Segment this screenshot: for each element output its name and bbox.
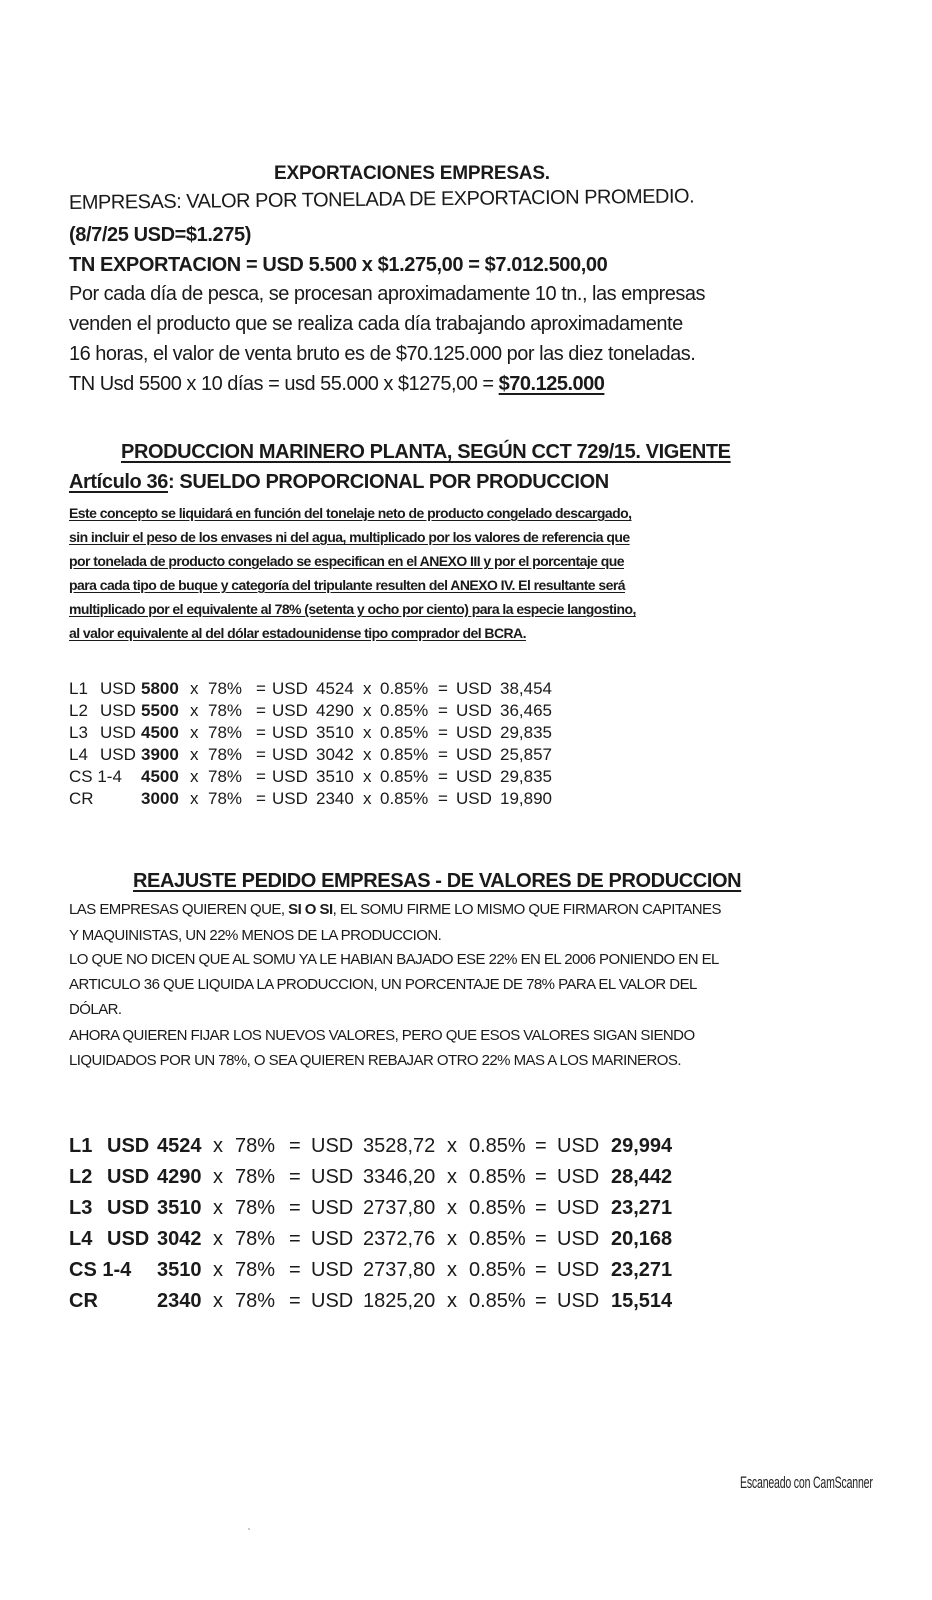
cell-eq1: = [256, 789, 266, 808]
cell-rate: 0.85% [380, 723, 429, 742]
para1-text-b: , EL SOMU FIRME LO MISMO QUE FIRMARON CAPITANES [332, 901, 721, 918]
cell-pct: 78% [208, 701, 243, 720]
cell-cur [100, 789, 141, 809]
cell-base: 3900 [141, 745, 179, 764]
cell-mid: 3510 [316, 723, 354, 742]
cell-x1: x [213, 1228, 223, 1250]
cell-eq1: = [256, 745, 266, 764]
cell-result: 28,442 [611, 1166, 673, 1188]
cell-result: 29,994 [611, 1135, 673, 1157]
cell-cat: L1 [69, 1135, 93, 1157]
cell-eq1: = [289, 1197, 301, 1219]
cell-x1: x [190, 723, 199, 742]
cell-pct: 78% [208, 745, 243, 764]
cell-cur3: USD [557, 1228, 600, 1250]
cell-eq2: = [535, 1166, 547, 1188]
cell-base: 5500 [141, 701, 179, 720]
table-row [69, 1228, 681, 1251]
cell-eq2: = [535, 1197, 547, 1219]
cell-x2: x [447, 1259, 457, 1281]
cell-x2: x [447, 1166, 457, 1188]
section1-para-line: venden el producto que se realiza cada día trabajando aproximadamente [69, 313, 683, 335]
cell-eq1: = [289, 1259, 301, 1281]
cell-cat: L2 [69, 1166, 93, 1188]
cell-cur: USD [107, 1135, 150, 1157]
cell-rate: 0.85% [380, 745, 429, 764]
section3-para2-line: LO QUE NO DICEN QUE AL SOMU YA LE HABIAN BAJADO ESE 22% EN EL 2006 PONIENDO EN EL [69, 951, 719, 968]
cell-rate: 0.85% [380, 679, 429, 698]
section3-para3-line: LIQUIDADOS POR UN 78%, O SEA QUIEREN REBAJAR OTRO 22% MAS A LOS MARINEROS. [69, 1052, 681, 1069]
cell-x2: x [447, 1290, 457, 1312]
cell-result: 23,271 [611, 1197, 673, 1219]
section3-para3-line: AHORA QUIEREN FIJAR LOS NUEVOS VALORES, PERO QUE ESOS VALORES SIGAN SIENDO [69, 1027, 695, 1044]
table-row [69, 679, 560, 699]
cell-cur: USD [100, 723, 136, 742]
cell-result: 38,454 [500, 679, 552, 698]
cell-x1: x [213, 1166, 223, 1188]
table-row [69, 701, 560, 721]
cell-eq2: = [438, 745, 448, 764]
cell-eq1: = [289, 1166, 301, 1188]
section1-export-calc: TN EXPORTACION = USD 5.500 x $1.275,00 = $7.012.500,00 [69, 254, 608, 276]
cell-mid: 3042 [316, 745, 354, 764]
table-row [69, 1166, 681, 1189]
cell-cur3: USD [557, 1166, 600, 1188]
cell-x1: x [190, 789, 199, 808]
cell-eq2: = [535, 1290, 547, 1312]
table-row [69, 745, 560, 765]
cell-cat: L3 [69, 1197, 93, 1219]
cell-eq1: = [289, 1228, 301, 1250]
cell-cur2: USD [311, 1197, 354, 1219]
cell-cur2: USD [311, 1228, 354, 1250]
cell-pct: 78% [235, 1166, 276, 1188]
cell-pct: 78% [208, 723, 243, 742]
cell-eq2: = [535, 1228, 547, 1250]
cell-cur [107, 1290, 157, 1313]
cell-mid: 2372,76 [363, 1228, 436, 1250]
cell-base: 4290 [157, 1166, 202, 1188]
table-row [69, 767, 560, 787]
cell-cat: L2 [69, 701, 88, 720]
cell-result: 20,168 [611, 1228, 673, 1250]
cell-cat: L3 [69, 723, 88, 742]
section1-title: EXPORTACIONES EMPRESAS. [274, 163, 550, 184]
cell-x2: x [363, 701, 372, 720]
cell-eq2: = [438, 789, 448, 808]
table-row [69, 1290, 681, 1313]
cell-pct: 78% [235, 1197, 276, 1219]
cell-result: 29,835 [500, 767, 552, 786]
cell-x2: x [447, 1135, 457, 1157]
cell-pct: 78% [208, 789, 243, 808]
cell-cat: CR [69, 789, 94, 808]
cell-eq1: = [256, 723, 266, 742]
cell-cur2: USD [311, 1135, 354, 1157]
cell-eq1: = [289, 1290, 301, 1312]
section3-title: REAJUSTE PEDIDO EMPRESAS - DE VALORES DE PRODUCCION [133, 870, 742, 892]
cell-x1: x [190, 679, 199, 698]
cell-cur: USD [107, 1197, 150, 1219]
cell-cur3: USD [456, 767, 492, 786]
cell-cur3: USD [456, 679, 492, 698]
section3-para2-line: DÓLAR. [69, 1001, 122, 1018]
section1-line1: EMPRESAS: VALOR POR TONELADA DE EXPORTACION PROMEDIO. [68, 185, 695, 214]
section2-article-heading [69, 471, 609, 494]
cell-cur: USD [100, 679, 136, 698]
section2-title: PRODUCCION MARINERO PLANTA, SEGÚN CCT 729/15. VIGENTE [121, 441, 731, 463]
cell-cur: USD [100, 745, 136, 764]
cell-eq1: = [256, 701, 266, 720]
cell-cur2: USD [311, 1166, 354, 1188]
cell-cur3: USD [456, 723, 492, 742]
cell-rate: 0.85% [469, 1228, 526, 1250]
table-row [69, 789, 560, 809]
cell-cur: USD [107, 1166, 150, 1188]
cell-pct: 78% [235, 1259, 276, 1281]
legal-text-line: por tonelada de producto congelado se especifican en el ANEXO III y por el porcentaje que [69, 553, 624, 569]
cell-result: 15,514 [611, 1290, 673, 1312]
cell-eq2: = [438, 723, 448, 742]
cell-x2: x [363, 789, 372, 808]
cell-x2: x [363, 745, 372, 764]
cell-mid: 4290 [316, 701, 354, 720]
cell-cur [107, 1259, 157, 1282]
cell-mid: 3510 [316, 767, 354, 786]
camscanner-watermark: Escaneado con CamScanner [740, 1473, 873, 1492]
para1-text-a: LAS EMPRESAS QUIEREN QUE, [69, 901, 289, 918]
cell-base: 3000 [141, 789, 179, 808]
cell-base: 3510 [157, 1197, 202, 1219]
cell-cur3: USD [557, 1259, 600, 1281]
cell-mid: 2340 [316, 789, 354, 808]
cell-result: 19,890 [500, 789, 552, 808]
section1-calc-prefix: TN Usd 5500 x 10 días = usd 55.000 x $1275,00 = [69, 373, 499, 395]
section1-para-line: 16 horas, el valor de venta bruto es de $70.125.000 por las diez toneladas. [69, 343, 696, 365]
cell-rate: 0.85% [380, 789, 429, 808]
section3-para2-line: ARTICULO 36 QUE LIQUIDA LA PRODUCCION, UN PORCENTAJE DE 78% PARA EL VALOR DEL [69, 976, 697, 993]
cell-cat: L4 [69, 1228, 93, 1250]
cell-rate: 0.85% [469, 1259, 526, 1281]
section1-calc-total: $70.125.000 [498, 373, 605, 395]
cell-mid: 4524 [316, 679, 354, 698]
cell-x1: x [190, 701, 199, 720]
cell-cur [100, 767, 141, 787]
cell-cat: L4 [69, 745, 88, 764]
cell-mid: 3346,20 [363, 1166, 436, 1188]
cell-base: 3510 [157, 1259, 202, 1281]
cell-x2: x [447, 1197, 457, 1219]
cell-cur2: USD [272, 789, 308, 808]
cell-cur3: USD [557, 1197, 600, 1219]
cell-eq1: = [256, 679, 266, 698]
cell-x1: x [190, 745, 199, 764]
cell-pct: 78% [235, 1228, 276, 1250]
section1-para-line: Por cada día de pesca, se procesan aproximadamente 10 tn., las empresas [69, 283, 705, 305]
table-row [69, 1135, 681, 1158]
cell-cur2: USD [311, 1259, 354, 1281]
cell-x1: x [213, 1259, 223, 1281]
section3-para1-line2: Y MAQUINISTAS, UN 22% MENOS DE LA PRODUCCION. [69, 927, 442, 944]
cell-cat: L1 [69, 679, 88, 698]
scan-speck [248, 1528, 250, 1530]
cell-pct: 78% [235, 1135, 276, 1157]
cell-eq1: = [289, 1135, 301, 1157]
legal-text-line: al valor equivalente al del dólar estadounidense tipo comprador del BCRA. [69, 625, 526, 641]
cell-x1: x [213, 1135, 223, 1157]
cell-result: 29,835 [500, 723, 552, 742]
cell-eq2: = [438, 679, 448, 698]
cell-pct: 78% [208, 767, 243, 786]
cell-mid: 2737,80 [363, 1259, 436, 1281]
legal-text-line: multiplicado por el equivalente al 78% (setenta y ocho por ciento) para la especie langostino, [69, 601, 636, 617]
cell-x1: x [213, 1290, 223, 1312]
cell-cur3: USD [557, 1290, 600, 1312]
cell-rate: 0.85% [469, 1197, 526, 1219]
cell-base: 4500 [141, 723, 179, 742]
cell-eq1: = [256, 767, 266, 786]
cell-base: 2340 [157, 1290, 202, 1312]
cell-eq2: = [535, 1135, 547, 1157]
cell-cur2: USD [311, 1290, 354, 1312]
cell-x2: x [363, 723, 372, 742]
section1-exchange-rate: (8/7/25 USD=$1.275) [69, 224, 251, 246]
cell-result: 36,465 [500, 701, 552, 720]
cell-pct: 78% [235, 1290, 276, 1312]
cell-base: 4524 [157, 1135, 202, 1157]
cell-base: 5800 [141, 679, 179, 698]
section1-total-line [69, 373, 604, 396]
cell-cur2: USD [272, 701, 308, 720]
article-label: Artículo 36 [69, 471, 168, 493]
legal-text-line: sin incluir el peso de los envases ni del agua, multiplicado por los valores de referencia que [69, 529, 630, 545]
cell-mid: 2737,80 [363, 1197, 436, 1219]
article-title: : SUELDO PROPORCIONAL POR PRODUCCION [167, 471, 609, 493]
cell-cur3: USD [456, 745, 492, 764]
cell-result: 25,857 [500, 745, 552, 764]
cell-rate: 0.85% [380, 701, 429, 720]
cell-mid: 1825,20 [363, 1290, 436, 1312]
cell-rate: 0.85% [380, 767, 429, 786]
cell-x1: x [213, 1197, 223, 1219]
cell-cat: CS 1-4 [69, 1259, 132, 1281]
cell-eq2: = [438, 701, 448, 720]
cell-result: 23,271 [611, 1259, 673, 1281]
cell-cat: CR [69, 1290, 98, 1312]
cell-cur: USD [100, 701, 136, 720]
cell-eq2: = [535, 1259, 547, 1281]
cell-rate: 0.85% [469, 1166, 526, 1188]
cell-rate: 0.85% [469, 1135, 526, 1157]
cell-pct: 78% [208, 679, 243, 698]
cell-x2: x [363, 679, 372, 698]
legal-text-line: Este concepto se liquidará en función del tonelaje neto de producto congelado descargado, [69, 505, 632, 521]
cell-cur3: USD [456, 789, 492, 808]
table-row [69, 723, 560, 743]
cell-base: 3042 [157, 1228, 202, 1250]
cell-base: 4500 [141, 767, 179, 786]
cell-cur3: USD [456, 701, 492, 720]
cell-cur: USD [107, 1228, 150, 1250]
legal-text-line: para cada tipo de buque y categoría del tripulante resulten del ANEXO IV. El resultante será [69, 577, 625, 593]
cell-cat: CS 1-4 [69, 767, 122, 786]
table-row [69, 1259, 681, 1282]
section3-para1-line1 [69, 901, 721, 918]
cell-rate: 0.85% [469, 1290, 526, 1312]
cell-x2: x [363, 767, 372, 786]
cell-cur2: USD [272, 723, 308, 742]
table-row [69, 1197, 681, 1220]
cell-cur2: USD [272, 679, 308, 698]
cell-cur3: USD [557, 1135, 600, 1157]
cell-cur2: USD [272, 767, 308, 786]
cell-cur2: USD [272, 745, 308, 764]
cell-x1: x [190, 767, 199, 786]
cell-mid: 3528,72 [363, 1135, 436, 1157]
para1-emphasis: SI O SI [288, 901, 333, 918]
cell-x2: x [447, 1228, 457, 1250]
cell-eq2: = [438, 767, 448, 786]
